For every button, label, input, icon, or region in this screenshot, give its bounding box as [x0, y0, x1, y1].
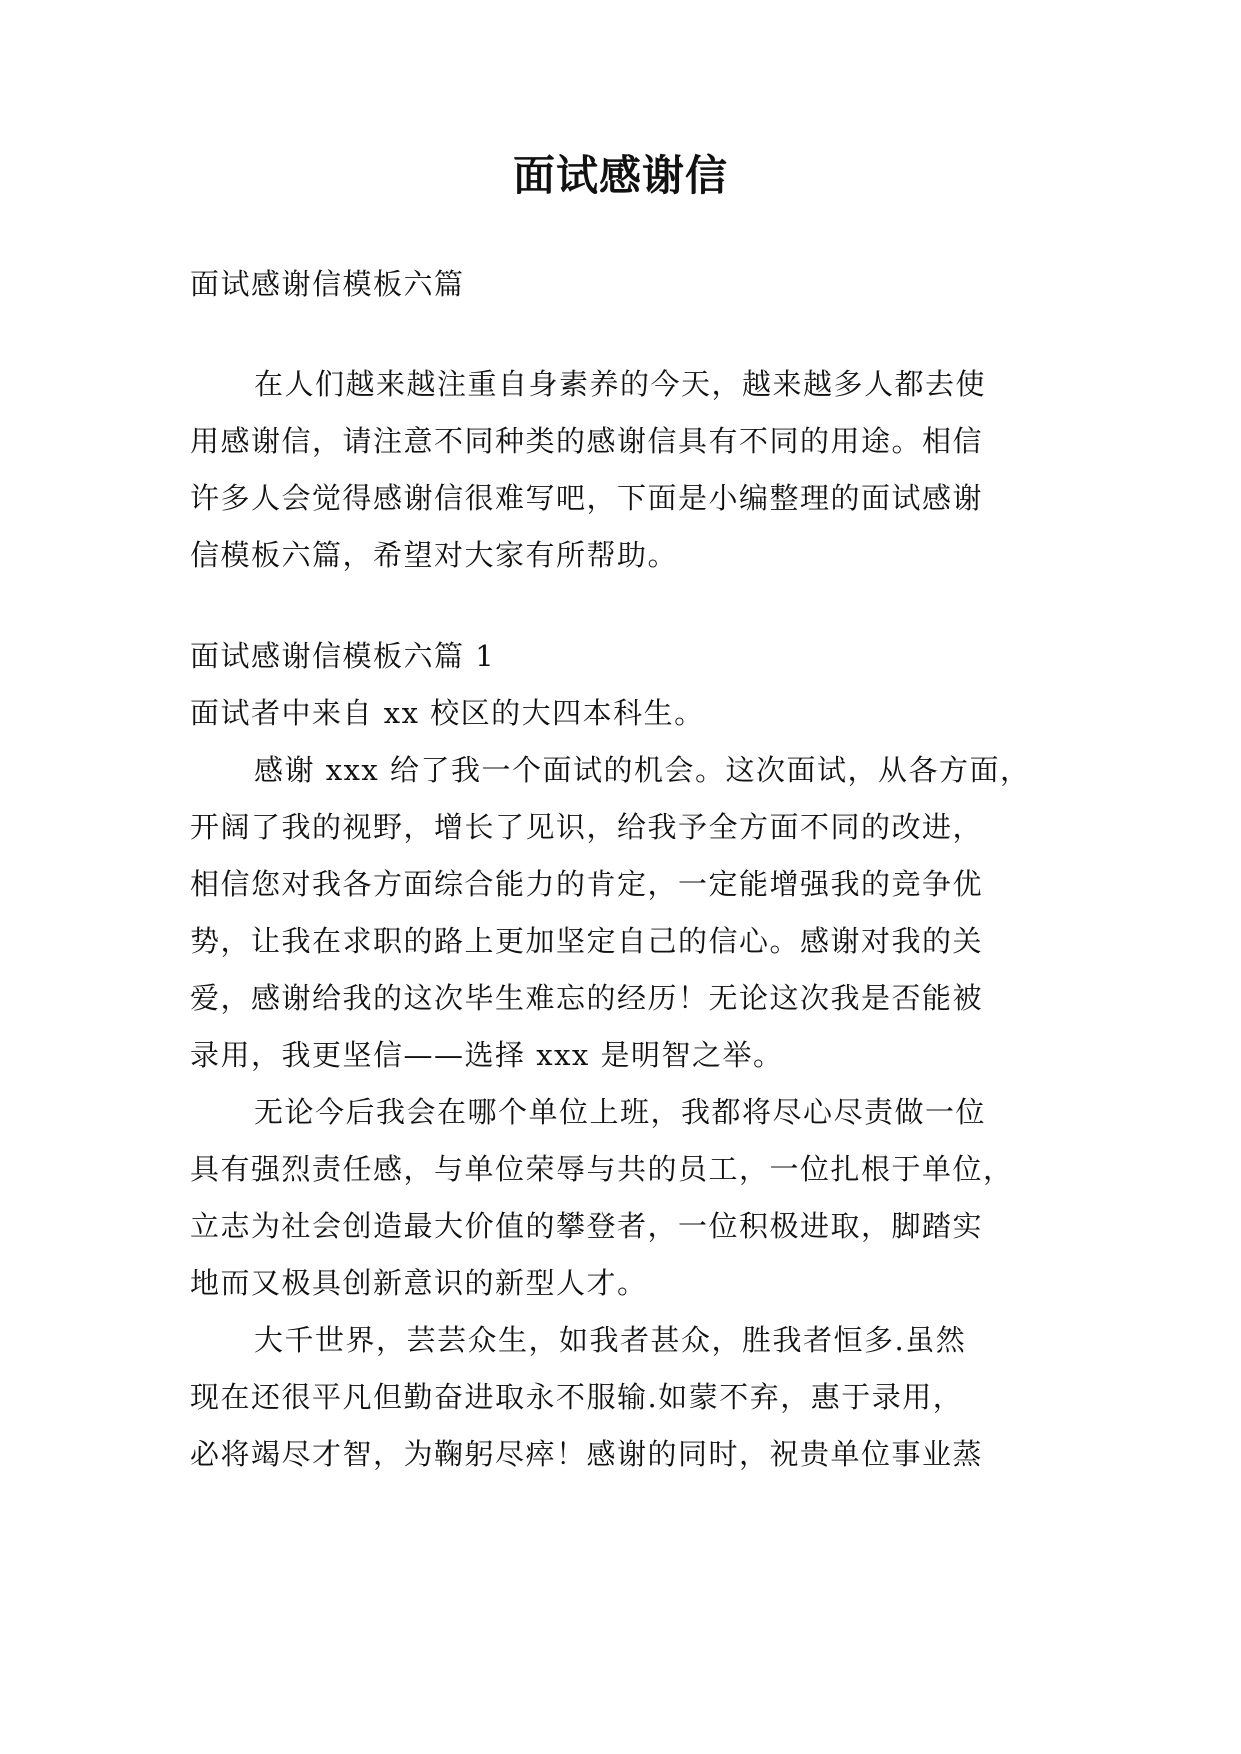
paragraph-line: 爱，感谢给我的这次毕生难忘的经历！无论这次我是否能被: [190, 981, 984, 1015]
paragraph-line: 大千世界，芸芸众生，如我者甚众，胜我者恒多.虽然: [254, 1323, 967, 1357]
intro-line: 在人们越来越注重自身素养的今天，越来越多人都去使: [254, 367, 987, 401]
paragraph-line: 录用，我更坚信——选择 xxx 是明智之举。: [190, 1038, 784, 1072]
document-subtitle: 面试感谢信模板六篇: [190, 267, 465, 301]
paragraph-line: 无论今后我会在哪个单位上班，我都将尽心尽责做一位: [254, 1095, 987, 1129]
paragraph-line: 相信您对我各方面综合能力的肯定，一定能增强我的竞争优: [190, 867, 984, 901]
paragraph-line: 开阔了我的视野，增长了见识，给我予全方面不同的改进，: [190, 810, 984, 844]
section-lead: 面试者中来自 xx 校区的大四本科生。: [190, 696, 705, 730]
section-heading: 面试感谢信模板六篇 1: [190, 639, 496, 673]
intro-line: 用感谢信，请注意不同种类的感谢信具有不同的用途。相信: [190, 424, 984, 458]
paragraph-line: 感谢 xxx 给了我一个面试的机会。这次面试，从各方面，: [254, 753, 1031, 787]
paragraph-line: 势，让我在求职的路上更加坚定自己的信心。感谢对我的关: [190, 924, 984, 958]
paragraph-line: 地而又极具创新意识的新型人才。: [190, 1266, 648, 1300]
intro-line: 许多人会觉得感谢信很难写吧，下面是小编整理的面试感谢: [190, 481, 984, 515]
paragraph-line: 必将竭尽才智，为鞠躬尽瘁！感谢的同时，祝贵单位事业蒸: [190, 1437, 984, 1471]
paragraph-line: 具有强烈责任感，与单位荣辱与共的员工，一位扎根于单位，: [190, 1152, 1014, 1186]
paragraph-line: 立志为社会创造最大价值的攀登者，一位积极进取，脚踏实: [190, 1209, 984, 1243]
paragraph-line: 现在还很平凡但勤奋进取永不服输.如蒙不弃，惠于录用，: [190, 1380, 964, 1414]
intro-line: 信模板六篇，希望对大家有所帮助。: [190, 538, 679, 572]
document-title: 面试感谢信: [512, 151, 728, 200]
